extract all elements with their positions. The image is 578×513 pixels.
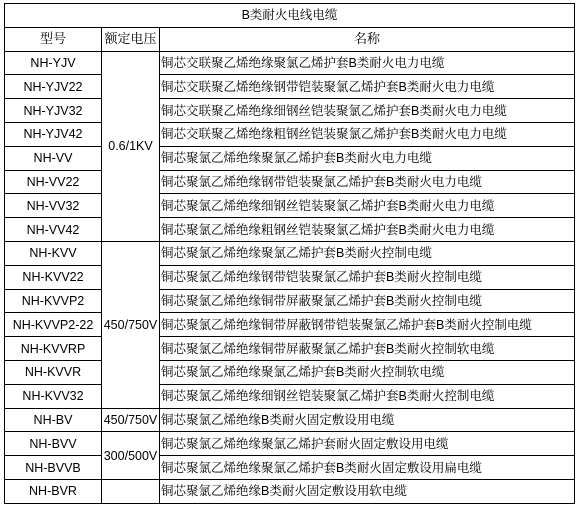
table-row <box>5 313 575 337</box>
cable-spec-table-container <box>4 3 575 504</box>
model-cell: NH-YJV32 <box>5 99 102 123</box>
model-cell: NH-KVV22 <box>5 265 102 289</box>
model-cell: NH-KVVP2 <box>5 289 102 313</box>
name-cell: 铜芯交联聚乙烯绝缘钢带铠装聚氯乙烯护套B类耐火电力电缆 <box>160 75 575 99</box>
header-model: 型号 <box>5 27 102 51</box>
name-cell: 铜芯聚氯乙烯绝缘钢带铠装聚氯乙烯护套B类耐火控制电缆 <box>160 265 575 289</box>
table-row <box>5 122 575 146</box>
model-cell: NH-VV22 <box>5 170 102 194</box>
header-name: 名称 <box>160 27 575 51</box>
table-header-row <box>5 27 575 51</box>
table-row <box>5 432 575 456</box>
model-cell: NH-BV <box>5 408 102 432</box>
model-cell: NH-YJV22 <box>5 75 102 99</box>
name-cell: 铜芯交联聚乙烯绝缘细钢丝铠装聚氯乙烯护套B类耐火电力电缆 <box>160 99 575 123</box>
name-cell: 铜芯聚氯乙烯绝缘B类耐火固定敷设用软电缆 <box>160 479 575 503</box>
voltage-cell: 300/500V <box>102 432 160 480</box>
model-cell: NH-VV <box>5 146 102 170</box>
model-cell: NH-VV42 <box>5 218 102 242</box>
model-cell: NH-BVR <box>5 479 102 503</box>
table-title-row <box>5 4 575 28</box>
table-row <box>5 194 575 218</box>
model-cell: NH-KVVP2-22 <box>5 313 102 337</box>
table-row <box>5 337 575 361</box>
cable-spec-table <box>4 3 575 504</box>
table-row <box>5 241 575 265</box>
model-cell: NH-KVV32 <box>5 384 102 408</box>
table-title: B类耐火电线电缆 <box>5 4 575 28</box>
table-row <box>5 456 575 480</box>
voltage-cell: 450/750V <box>102 241 160 408</box>
name-cell: 铜芯聚氯乙烯绝缘铜带屏蔽钢带铠装聚氯乙烯护套B类耐火控制电缆 <box>160 313 575 337</box>
table-row <box>5 170 575 194</box>
model-cell: NH-YJV <box>5 51 102 75</box>
table-row <box>5 384 575 408</box>
model-cell: NH-KVV <box>5 241 102 265</box>
model-cell: NH-YJV42 <box>5 122 102 146</box>
name-cell: 铜芯聚氯乙烯绝缘聚氯乙烯护套B类耐火控制软电缆 <box>160 360 575 384</box>
table-row <box>5 408 575 432</box>
model-cell: NH-VV32 <box>5 194 102 218</box>
name-cell: 铜芯聚氯乙烯绝缘聚氯乙烯护套B类耐火固定敷设用扁电缆 <box>160 456 575 480</box>
name-cell: 铜芯聚氯乙烯绝缘B类耐火固定敷设用电缆 <box>160 408 575 432</box>
table-row <box>5 265 575 289</box>
table-row <box>5 289 575 313</box>
voltage-cell: 450/750V <box>102 408 160 432</box>
name-cell: 铜芯聚氯乙烯绝缘聚氯乙烯护套耐火固定敷设用电缆 <box>160 432 575 456</box>
table-row <box>5 75 575 99</box>
model-cell: NH-KVVR <box>5 360 102 384</box>
table-row <box>5 218 575 242</box>
header-voltage: 额定电压 <box>102 27 160 51</box>
model-cell: NH-KVVRP <box>5 337 102 361</box>
name-cell: 铜芯聚氯乙烯绝缘铜带屏蔽聚氯乙烯护套B类耐火控制电缆 <box>160 289 575 313</box>
name-cell: 铜芯交联聚乙烯绝缘聚氯乙烯护套B类耐火电力电缆 <box>160 51 575 75</box>
name-cell: 铜芯聚氯乙烯绝缘粗钢丝铠装聚氯乙烯护套B类耐火电力电缆 <box>160 218 575 242</box>
voltage-cell-empty <box>102 479 160 503</box>
model-cell: NH-BVVB <box>5 456 102 480</box>
name-cell: 铜芯交联聚乙烯绝缘粗钢丝铠装聚氯乙烯护套B类耐火电力电缆 <box>160 122 575 146</box>
table-row <box>5 360 575 384</box>
table-row <box>5 99 575 123</box>
name-cell: 铜芯聚氯乙烯绝缘细钢丝铠装聚氯乙烯护套B类耐火控制电缆 <box>160 384 575 408</box>
name-cell: 铜芯聚氯乙烯绝缘聚氯乙烯护套B类耐火控制电缆 <box>160 241 575 265</box>
voltage-cell: 0.6/1KV <box>102 51 160 241</box>
model-cell: NH-BVV <box>5 432 102 456</box>
name-cell: 铜芯聚氯乙烯绝缘钢带铠装聚氯乙烯护套B类耐火电力电缆 <box>160 170 575 194</box>
table-row <box>5 146 575 170</box>
name-cell: 铜芯聚氯乙烯绝缘聚氯乙烯护套B类耐火电力电缆 <box>160 146 575 170</box>
name-cell: 铜芯聚氯乙烯绝缘细钢丝铠装聚氯乙烯护套B类耐火电力电缆 <box>160 194 575 218</box>
table-row <box>5 51 575 75</box>
table-row <box>5 479 575 503</box>
name-cell: 铜芯聚氯乙烯绝缘铜带屏蔽聚氯乙烯护套B类耐火控制软电缆 <box>160 337 575 361</box>
